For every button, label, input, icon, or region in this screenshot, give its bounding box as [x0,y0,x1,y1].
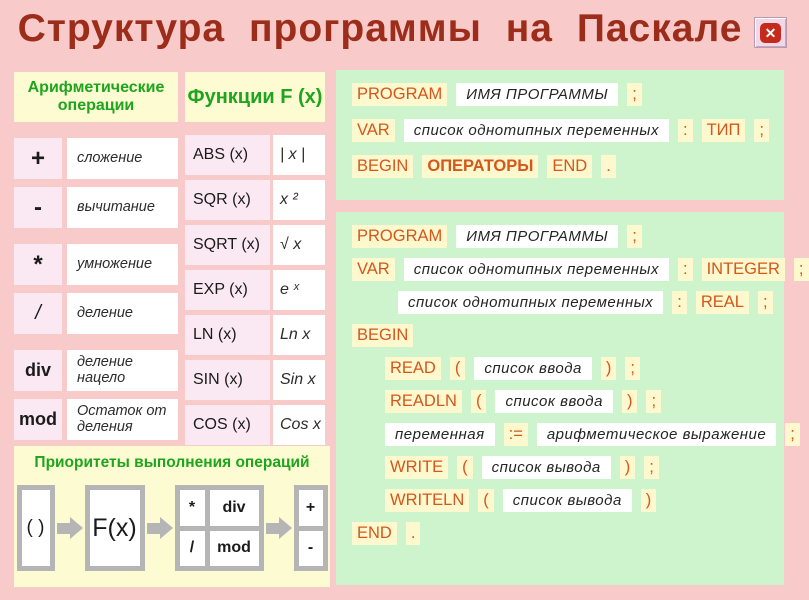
arithmetic-row [14,399,178,440]
placeholder-box-token: список ввода [495,390,613,413]
arithmetic-row [14,293,178,334]
flow-cell: - [299,531,323,567]
operator-description: сложение [67,138,178,179]
priorities-panel [14,446,330,587]
arrow-shaft [57,523,70,534]
flow-cell: mod [210,531,259,567]
function-result-cell: e ˣ [273,270,325,310]
function-result-cell: Sin x [273,360,325,400]
keyword-token: VAR [352,258,395,281]
function-name-cell: SQRT (x) [185,225,270,265]
priorities-flow-diagram [14,482,330,574]
keyword-token: BEGIN [352,324,413,347]
arrow-shaft [266,523,279,534]
code-line [352,225,768,248]
keyword-token: ; [644,456,659,479]
flow-cell: * [180,490,205,526]
flow-cell: / [180,531,205,567]
operator-cell: * [14,244,62,285]
keyword-token: BEGIN [352,155,413,178]
placeholder-box-token: список однотипных переменных [404,258,669,281]
arrow-right-icon [266,517,292,539]
program-template-1 [336,70,784,200]
function-row [185,135,325,175]
functions-panel [185,72,325,450]
arithmetic-row [14,350,178,391]
keyword-token: ( [471,390,487,413]
operator-cell: / [14,293,62,334]
keyword-token: ОПЕРАТОРЫ [422,155,538,178]
function-name-cell: ABS (x) [185,135,270,175]
keyword-token: VAR [352,119,395,142]
function-result-cell: Cos x [273,405,325,445]
keyword-token: := [504,423,528,446]
placeholder-box-token: список вывода [503,489,632,512]
code-line [352,258,804,281]
keyword-token: ) [620,456,636,479]
keyword-token: END [547,155,592,178]
placeholder-box-token: ИМЯ ПРОГРАММЫ [456,83,618,106]
function-result-cell: √ x [273,225,325,265]
keyword-token: ( [450,357,466,380]
arrow-shaft [147,523,160,534]
keyword-token: ; [627,83,642,106]
keyword-token: WRITE [385,456,448,479]
operator-description: деление [67,293,178,334]
flow-node-mul-div [175,485,264,571]
operator-description: деление нацело [67,350,178,391]
placeholder-box-token: переменная [385,423,495,446]
code-line [385,357,768,380]
keyword-token: ; [758,291,773,314]
keyword-token: ТИП [702,119,746,142]
arithmetic-row [14,138,178,179]
keyword-token: PROGRAM [352,83,447,106]
close-button[interactable] [754,17,787,48]
priorities-header: Приоритеты выполнения операций [34,454,310,471]
arrow-right-icon [147,517,173,539]
operator-description: Остаток от деления [67,399,178,440]
keyword-token: READLN [385,390,462,413]
keyword-token: ; [646,390,661,413]
code-line [352,119,768,142]
placeholder-box-token: список вывода [482,456,611,479]
keyword-token: REAL [696,291,749,314]
function-row [185,225,325,265]
keyword-token: . [406,522,421,545]
keyword-token: ) [601,357,617,380]
keyword-token: READ [385,357,441,380]
close-icon: ✕ [760,23,781,43]
arithmetic-row [14,187,178,228]
arithmetic-panel [14,72,178,448]
function-name-cell: SIN (x) [185,360,270,400]
functions-rows [185,135,325,445]
arithmetic-row [14,244,178,285]
page-title: Структура программы на Паскале [17,7,743,50]
code-line [352,83,768,106]
code-line [385,390,768,413]
arrow-head [279,517,292,539]
functions-header: Функции F (x) [185,72,325,122]
arrow-head [160,517,173,539]
flow-cell: div [210,490,259,526]
code-line [352,324,768,347]
function-row [185,315,325,355]
keyword-token: END [352,522,397,545]
keyword-token: INTEGER [702,258,785,281]
operator-description: умножение [67,244,178,285]
keyword-token: : [678,258,693,281]
keyword-token: ; [754,119,769,142]
keyword-token: ( [478,489,494,512]
operator-description: вычитание [67,187,178,228]
operator-cell: - [14,187,62,228]
arrow-right-icon [57,517,83,539]
keyword-token: ( [457,456,473,479]
placeholder-box-token: ИМЯ ПРОГРАММЫ [456,225,618,248]
function-row [185,180,325,220]
code-line [385,489,768,512]
operator-cell: div [14,350,62,391]
code-line [352,155,768,178]
keyword-token: : [672,291,687,314]
code-line [352,522,768,545]
flow-node-function: F(x) [85,485,145,571]
placeholder-box-token: список однотипных переменных [398,291,663,314]
keyword-token: ; [785,423,800,446]
placeholder-box-token: список ввода [474,357,592,380]
keyword-token: ; [627,225,642,248]
flow-node-add-sub [294,485,328,571]
keyword-token: ) [641,489,657,512]
function-result-cell: | x | [273,135,325,175]
operator-cell: mod [14,399,62,440]
arithmetic-rows [14,138,178,440]
function-name-cell: COS (x) [185,405,270,445]
keyword-token: PROGRAM [352,225,447,248]
function-row [185,405,325,445]
function-name-cell: EXP (x) [185,270,270,310]
arithmetic-header: Арифметические операции [14,72,178,122]
arrow-head [70,517,83,539]
code-line [385,456,768,479]
keyword-token: ; [794,258,809,281]
flow-node-parentheses: ( ) [17,485,55,571]
placeholder-box-token: список однотипных переменных [404,119,669,142]
function-name-cell: LN (x) [185,315,270,355]
code-line [385,423,795,446]
keyword-token: ) [622,390,638,413]
placeholder-box-token: арифметическое выражение [537,423,776,446]
keyword-token: . [601,155,616,178]
function-name-cell: SQR (x) [185,180,270,220]
function-result-cell: Ln x [273,315,325,355]
operator-cell: + [14,138,62,179]
program-template-2 [336,212,804,585]
function-row [185,360,325,400]
keyword-token: : [678,119,693,142]
keyword-token: WRITELN [385,489,469,512]
code-line [398,291,768,314]
function-row [185,270,325,310]
keyword-token: ; [625,357,640,380]
flow-cell: + [299,490,323,526]
function-result-cell: x ² [273,180,325,220]
